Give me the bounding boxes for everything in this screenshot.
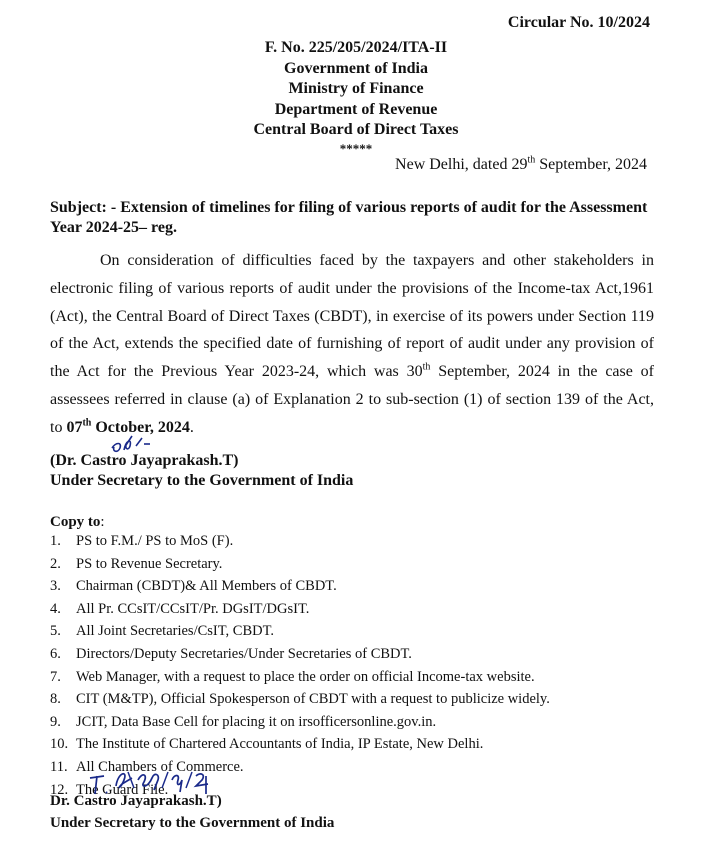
list-item-number: 12.: [50, 781, 69, 798]
list-item-text: Web Manager, with a request to place the order on official Income-tax website.: [76, 668, 535, 685]
list-item-text: All Joint Secretaries/CsIT, CBDT.: [76, 623, 275, 640]
list-item: [50, 666, 550, 689]
list-item-number: 4.: [50, 600, 61, 617]
list-item-text: All Chambers of Commerce.: [76, 758, 244, 775]
list-item-number: 8.: [50, 691, 61, 708]
list-item-number: 5.: [50, 623, 61, 640]
body-superscript-1: th: [422, 361, 431, 373]
list-item-number: 2.: [50, 555, 61, 572]
ministry-name: Ministry of Finance: [288, 80, 424, 97]
signatory-name: (Dr. Castro Jayaprakash.T): [50, 452, 239, 469]
list-item: [50, 575, 550, 598]
copy-to-heading: [50, 514, 105, 531]
list-item: [50, 530, 550, 553]
list-item-number: 1.: [50, 533, 61, 549]
list-item-number: 3.: [50, 578, 61, 595]
list-item-text: All Pr. CCsIT/CCsIT/Pr. DGsIT/DGsIT.: [76, 600, 310, 617]
list-item-text: PS to F.M./ PS to MoS (F).: [76, 533, 234, 549]
document-header: [0, 38, 702, 156]
list-item: [50, 598, 550, 621]
list-item-number: 10.: [50, 736, 69, 753]
board-name: Central Board of Direct Taxes: [253, 121, 459, 138]
body-paragraph: [50, 247, 654, 442]
copy-to-label: Copy to: [50, 514, 101, 530]
body-bold-date: October, 2024: [91, 418, 190, 436]
closing-signatory-title: Under Secretary to the Government of India: [50, 815, 335, 831]
closing-signatory-name: Dr. Castro Jayaprakash.T): [50, 793, 222, 809]
signatory-title: Under Secretary to the Government of India: [50, 472, 354, 489]
list-item-number: 6.: [50, 645, 61, 662]
list-item: [50, 711, 550, 734]
date-superscript: th: [527, 154, 536, 166]
list-item-text: The Institute of Chartered Accountants of India, IP Estate, New Delhi.: [76, 736, 484, 753]
body-superscript-2: th: [82, 417, 92, 429]
list-item-number: 11.: [50, 758, 68, 775]
copy-to-list: [50, 530, 550, 801]
list-item: [50, 688, 550, 711]
list-item: [50, 643, 550, 666]
separator-stars: *****: [339, 140, 373, 156]
list-item: [50, 620, 550, 643]
list-item-text: CIT (M&TP), Official Spokesperson of CBDT with a request to publicize widely.: [76, 691, 550, 708]
body-bold-day: 07: [66, 418, 83, 436]
body-text-2: September, 2024 in the case of assessees referred in clause (a) of Explanation 2 to sub-section (1) of section 139 of the Act, to: [50, 363, 655, 436]
government-name: Government of India: [284, 59, 428, 77]
list-item-number: 9.: [50, 713, 61, 730]
list-item: [50, 733, 550, 756]
list-item-number: 7.: [50, 668, 61, 685]
list-item-text: PS to Revenue Secretary.: [76, 555, 223, 572]
file-number: F. No. 225/205/2024/ITA-II: [264, 39, 448, 56]
circular-number: Circular No. 10/2024: [507, 14, 650, 31]
date-line: [395, 156, 647, 174]
body-text-1: On consideration of difficulties faced by the taxpayers and other stakeholders in electronic filing of various reports of audit under the provisions of the Income-tax Act,1961 (Act), the Central Board of Direct Taxes (CBDT), in exercise of its powers under Section 119 of the Act, extends the specified date of furnishing of report of audit under any provision of the Act for the Previous Year 2023-24, which was 30: [50, 252, 654, 381]
department-name: Department of Revenue: [274, 100, 438, 118]
date-suffix: September, 2024: [535, 156, 647, 173]
list-item: [50, 553, 550, 576]
subject-line: Subject: - Extension of timelines for filing of various reports of audit for the Assessment Year 2024-25– reg.: [50, 199, 648, 236]
date-prefix: New Delhi, dated 29: [395, 156, 528, 173]
list-item-text: Chairman (CBDT)& All Members of CBDT.: [76, 578, 337, 595]
list-item-text: JCIT, Data Base Cell for placing it on irsofficersonline.gov.in.: [76, 713, 437, 730]
body-end: .: [189, 418, 194, 436]
copy-to-colon: :: [100, 514, 105, 530]
list-item-text: Directors/Deputy Secretaries/Under Secretaries of CBDT.: [76, 645, 412, 662]
list-item-text: The Guard File.: [76, 781, 169, 798]
